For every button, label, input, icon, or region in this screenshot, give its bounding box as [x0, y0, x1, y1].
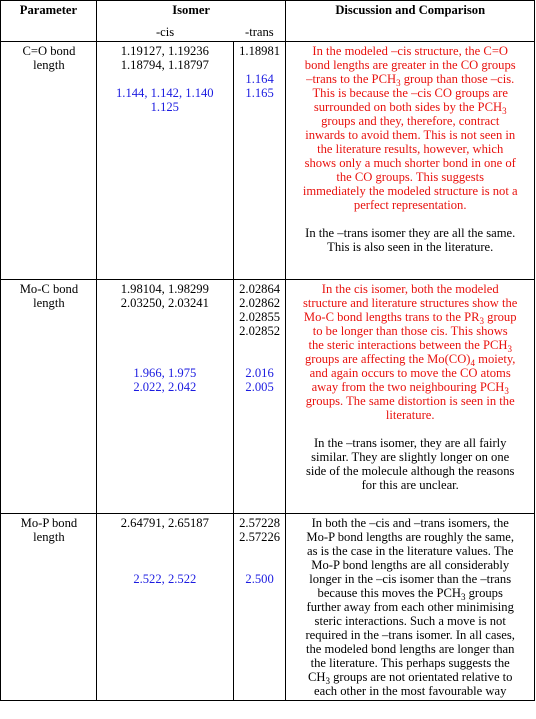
header-discussion: Discussion and Comparison	[286, 1, 535, 42]
trans-model-value: 2.02864	[239, 282, 281, 296]
header-trans: -trans	[233, 25, 286, 42]
trans-values-cell	[233, 42, 286, 280]
parameter-line: length	[33, 530, 65, 544]
trans-model-value: 2.02862	[239, 296, 281, 310]
cis-values-cell	[96, 42, 233, 280]
trans-literature-value: 2.500	[245, 572, 274, 586]
header-cis: -cis	[96, 25, 233, 42]
trans-literature-value: 1.164	[245, 72, 274, 86]
trans-model-value: 2.02852	[239, 324, 281, 338]
table-row	[1, 514, 535, 701]
discussion-text: In both the –cis and –trans isomers, the Mo-P bond lengths are roughly the same, as is the case in the literature values. The Mo-P bond lengths are all considerably longer in the –cis isomer than the –trans because this moves the $PCH_3$ groups further away from each other minimising steric interactions. Such a move is not required in the –trans isomer. In all cases, the modeled bond lengths are longer than the literature. This perhaps suggests the $CH_3$ groups are not orientated relative to each other in the most favourable way	[305, 516, 515, 698]
parameter-cell	[1, 280, 97, 514]
parameter-line: length	[33, 58, 65, 72]
cis-model-value: 1.19127, 1.19236	[120, 44, 209, 58]
trans-literature-value: 1.165	[245, 86, 274, 100]
header-row	[1, 1, 535, 26]
parameter-cell	[1, 42, 97, 280]
trans-model-value: 1.18981	[239, 44, 281, 58]
cis-literature-value: 2.522, 2.522	[133, 572, 197, 586]
trans-literature-value: 2.005	[245, 380, 274, 394]
discussion-cis-text: In the modeled –cis structure, the C=O bond lengths are greater in the CO groups –trans to the $PCH_3$ group than those –cis. This is because the –cis CO groups are surrounded on both sides by the $PCH_3$ groups and they, therefore, contract inwards to avoid them. This is not seen in the literature results, however, which shows only a much shorter bond in one of the CO groups. This suggests immediately the modeled structure is not a perfect representation.	[302, 44, 518, 212]
parameter-line: Mo-C bond	[19, 282, 79, 296]
trans-model-value: 2.02855	[239, 310, 281, 324]
trans-values-cell	[233, 280, 286, 514]
cis-literature-value: 1.966, 1.975	[133, 366, 197, 380]
discussion-cell	[286, 514, 535, 701]
cis-values-cell	[96, 280, 233, 514]
discussion-trans-text: In the –trans isomer, they are all fairly similar. They are slightly longer on one side of the molecule although the reasons for this are unclear.	[305, 436, 515, 492]
cis-literature-value: 2.022, 2.042	[133, 380, 197, 394]
trans-literature-value: 2.016	[245, 366, 274, 380]
discussion-cell	[286, 280, 535, 514]
parameter-line: C=O bond	[22, 44, 76, 58]
cis-literature-value: 1.125	[150, 100, 179, 114]
cis-model-value: 2.64791, 2.65187	[120, 516, 209, 530]
trans-values-cell	[233, 514, 286, 701]
table-row	[1, 42, 535, 280]
cis-model-value: 2.03250, 2.03241	[120, 296, 209, 310]
cis-model-value: 1.18794, 1.18797	[120, 58, 209, 72]
cis-model-value: 1.98104, 1.98299	[120, 282, 209, 296]
parameter-line: Mo-P bond	[20, 516, 78, 530]
cis-values-cell	[96, 514, 233, 701]
header-isomer: Isomer	[96, 1, 286, 26]
parameter-line: length	[33, 296, 65, 310]
cis-literature-value: 1.144, 1.142, 1.140	[116, 86, 214, 100]
discussion-trans-text: In the –trans isomer they are all the same. This is also seen in the literature.	[305, 226, 516, 254]
trans-model-value: 2.57228	[239, 516, 281, 530]
table-row	[1, 280, 535, 514]
discussion-cell	[286, 42, 535, 280]
header-parameter: Parameter	[1, 1, 97, 42]
parameter-cell	[1, 514, 97, 701]
discussion-cis-text: In the cis isomer, both the modeled structure and literature structures show the Mo-C bond lengths trans to the $PR_3$ group to be longer than those cis. This shows the steric interactions between the $PCH_3$ groups are affecting the $Mo(CO)_4$ moiety, and again occurs to move the CO atoms away from the two neighbouring $PCH_3$ groups. The same distortion is seen in the literature.	[303, 282, 518, 422]
trans-model-value: 2.57226	[239, 530, 281, 544]
